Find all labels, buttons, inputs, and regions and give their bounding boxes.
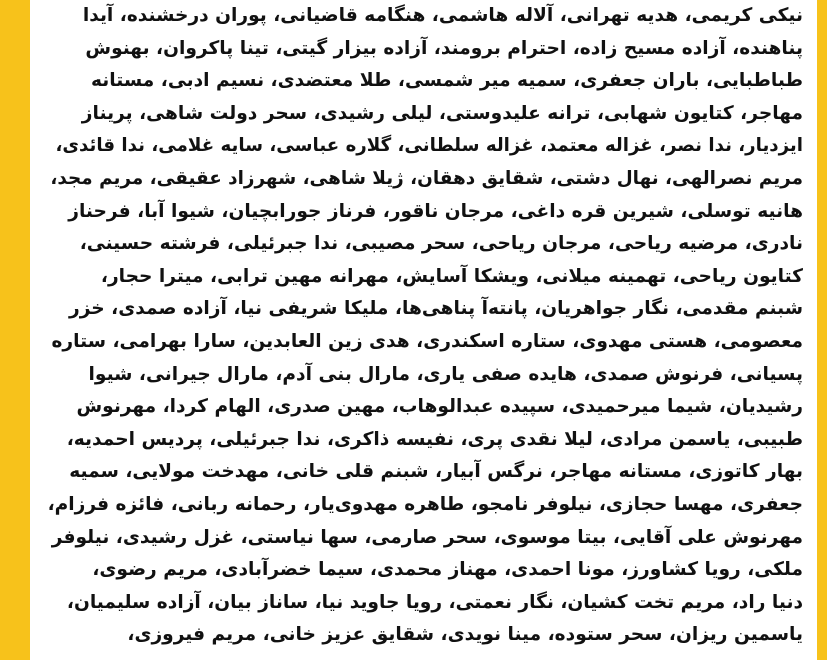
text-line: جعفری، مهسا حجازی، نیلوفر نامجو، طاهره مهدوی‌یار، رحمانه ربانی، فائزه فرزام، (47, 493, 803, 515)
text-line: طباطبایی، باران جعفری، سمیه میر شمسی، طلا معتضدی، نسیم ادبی، مستانه (91, 70, 803, 92)
text-line: ملکی، رویا کشاورز، مونا احمدی، مهناز محمدی، سیما خضرآبادی، مریم رضوی، (92, 559, 803, 581)
text-line: هانیه توسلی، شیرین قره داغی، مرجان ناقور، فرناز جورابچیان، شیوا آبا، فرحناز (68, 200, 803, 222)
text-line: یاسمین ریزان، سحر ستوده، مینا نویدی، شقایق عزیز خانی، مریم فیروزی، (127, 624, 803, 646)
text-line: رشیدیان، شیما میرحمیدی، سپیده عبدالوهاب، مهین صدری، الهام کردا، مهرنوش (76, 396, 803, 418)
names-card (30, 0, 817, 660)
text-line: نادری، مرضیه ریاحی، مرجان ریاحی، سحر مصیبی، ندا جبرئیلی، فرشته حسینی، (79, 233, 803, 255)
names-paragraph (30, 0, 817, 652)
text-line: ایزدیار، ندا نصر، غزاله معتمد، غزاله سلطانی، گلاره عباسی، سایه غلامی، ندا قائدی، (55, 135, 803, 157)
text-line: دنیا راد، مریم تخت کشیان، نگار نعمتی، رویا جاوید نیا، ساناز بیان، آزاده سلیمیان، (66, 591, 803, 613)
text-line: مریم نصرالهی، نهال دشتی، شقایق دهقان، ژیلا شاهی، شهرزاد عقیقی، مریم مجد، (50, 167, 803, 189)
text-line: نیکی کریمی، هدیه تهرانی، آلاله هاشمی، هنگامه قاضیانی، پوران درخشنده، آیدا (82, 5, 803, 26)
text-line: پناهنده، آزاده مسیح زاده، احترام برومند، آزاده بیزار گیتی، تینا پاکروان، بهنوش (85, 37, 803, 59)
text-line: طبیبی، یاسمن مرادی، لیلا نقدی پری، نفیسه ذاکری، ندا جبرئیلی، پردیس احمدیه، (66, 428, 803, 450)
text-line: پسیانی، فرنوش صمدی، هایده صفی یاری، مارال بنی آدم، مارال جیرانی، شیوا (88, 363, 803, 385)
text-line: کتایون ریاحی، تهمینه میلانی، ویشکا آسایش، مهرانه مهین ترابی، میترا حجار، (100, 265, 803, 287)
text-line: شبنم مقدمی، نگار جواهریان، پانته‌آ پناهی‌ها، ملیکا شریفی نیا، آزاده صمدی، خزر (69, 298, 803, 320)
text-line: معصومی، هستی مهدوی، ستاره اسکندری، هدی زین العابدین، سارا بهرامی، ستاره (51, 330, 803, 352)
text-line: مهاجر، کتایون شهابی، ترانه علیدوستی، لیلی رشیدی، سحر دولت شاهی، پریناز (81, 102, 803, 124)
text-line: بهار کاتوزی، مستانه مهاجر، نرگس آبیار، شبنم قلی خانی، مهدخت مولایی، سمیه (69, 461, 803, 483)
text-line: مهرنوش علی آقایی، بیتا موسوی، سحر صارمی، سها نیاستی، غزل رشیدی، نیلوفر (51, 526, 803, 548)
